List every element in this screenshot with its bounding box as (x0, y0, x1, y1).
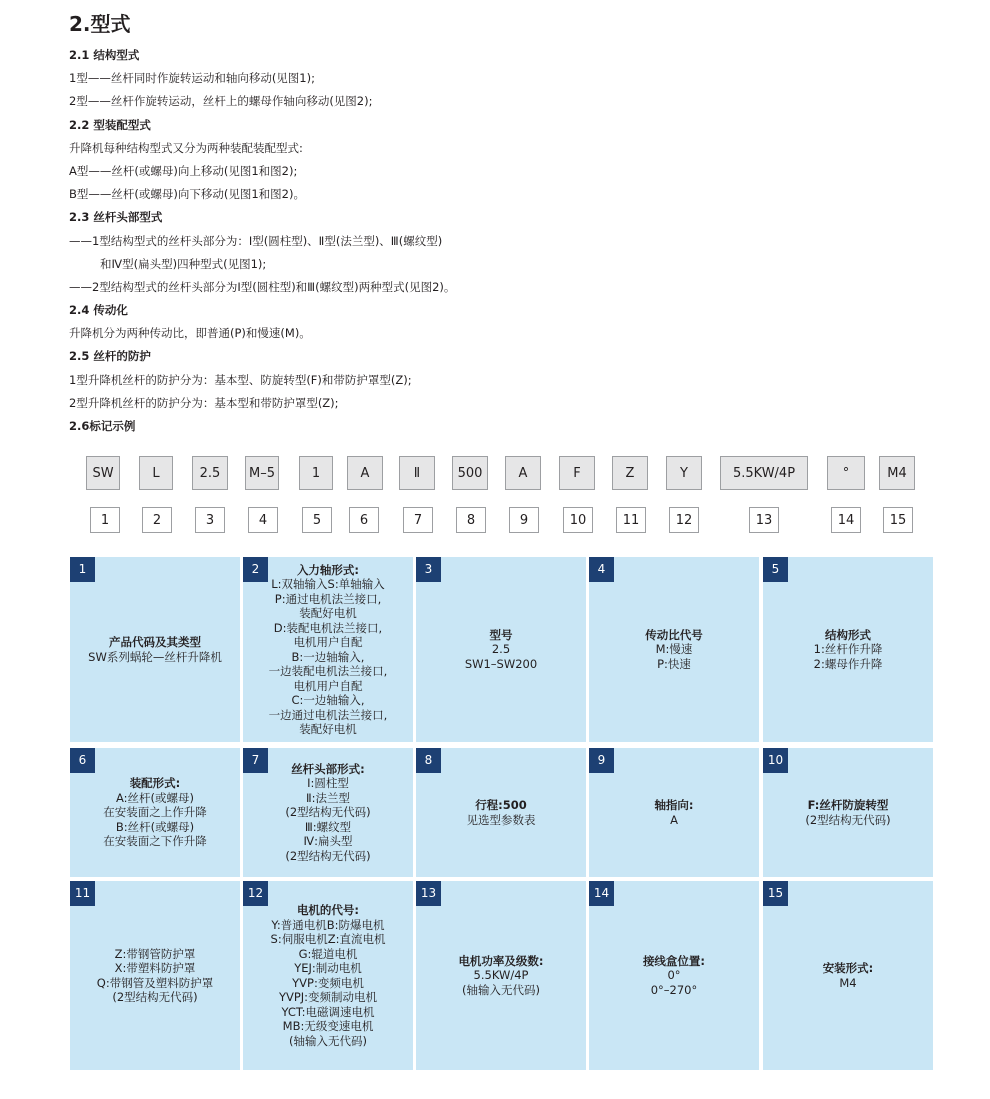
legend-cell (243, 748, 413, 877)
legend-cell (70, 748, 240, 877)
legend-cell-line: YVPJ:变频制动电机 (278, 990, 378, 1004)
legend-cell (416, 881, 586, 1070)
legend-cell (589, 748, 759, 877)
code-box: 500 (452, 456, 488, 490)
code-box: Y (666, 456, 702, 490)
legend-cell-body (763, 881, 933, 1070)
section-line: 1型——丝杆同时作旋转运动和轴向移动(见图1); (69, 71, 315, 86)
legend-cell-line: 5.5KW/4P (473, 968, 529, 983)
legend-cell (70, 557, 240, 742)
legend-cell-line: P:通过电机法兰接口, (274, 591, 382, 606)
section-line: 1型升降机丝杆的防护分为：基本型、防旋转型(F)和带防护罩型(Z); (69, 372, 412, 387)
legend-cell-line: M4 (839, 975, 857, 990)
legend-cell-number: 7 (243, 748, 268, 773)
legend-cell-line: 一边装配电机法兰接口, (268, 664, 388, 678)
legend-cell (243, 557, 413, 742)
legend-cell-number: 4 (589, 557, 614, 582)
legend-cell-line: 2.5 (491, 642, 511, 657)
legend-cell-number: 11 (70, 881, 95, 906)
number-box: 5 (302, 507, 332, 533)
legend-cell (763, 881, 933, 1070)
legend-cell (243, 881, 413, 1070)
legend-cell-number: 2 (243, 557, 268, 582)
legend-cell-number: 13 (416, 881, 441, 906)
legend-cell-body (589, 881, 759, 1070)
section-heading: 2.4 传动化 (69, 303, 128, 318)
code-box: M–5 (245, 456, 279, 490)
code-box: Z (612, 456, 648, 490)
legend-cell-number: 3 (416, 557, 441, 582)
code-box: A (505, 456, 541, 490)
legend-cell-line: 0° (667, 968, 681, 983)
legend-cell-body (416, 881, 586, 1070)
legend-cell-line: L:双轴输入S:单轴输入 (271, 577, 385, 591)
section-heading: 2.2 型装配型式 (69, 117, 151, 132)
legend-cell-line: 0°–270° (650, 982, 698, 997)
legend-cell-line: YEJ:制动电机 (294, 961, 362, 975)
legend-cell (763, 748, 933, 877)
legend-cell-line: C:一边轴输入, (291, 693, 365, 707)
legend-cell-line: Q:带钢管及塑料防护罩 (96, 975, 214, 990)
legend-cell-body (70, 881, 240, 1070)
code-box: Ⅱ (399, 456, 435, 490)
legend-cell-number: 8 (416, 748, 441, 773)
legend-cell-body (243, 881, 413, 1070)
section-heading: 2.1 结构型式 (69, 48, 140, 62)
code-box: A (347, 456, 383, 490)
legend-cell-line: (2型结构无代码) (805, 812, 891, 827)
code-box: F (559, 456, 595, 490)
section-line: ——2型结构型式的丝杆头部分为Ⅰ型(圆柱型)和Ⅲ(螺纹型)两种型式(见图2)。 (69, 279, 456, 294)
legend-cell-line: (2型结构无代码) (285, 848, 371, 863)
legend-cell-number: 1 (70, 557, 95, 582)
legend-cell-line: M:慢速 (655, 642, 693, 657)
legend-cell-number: 14 (589, 881, 614, 906)
section-line: B型——丝杆(或螺母)向下移动(见图1和图2)。 (69, 187, 305, 202)
section-line: A型——丝杆(或螺母)向上移动(见图1和图2); (69, 163, 298, 178)
legend-cell-line: SW1–SW200 (464, 656, 538, 671)
legend-cell-line: G:辊道电机 (298, 946, 358, 961)
section-line: 升降机分为两种传动比，即普通(P)和慢速(M)。 (69, 326, 311, 341)
legend-cell-body (763, 557, 933, 742)
number-box: 1 (90, 507, 120, 533)
legend-cell (589, 557, 759, 742)
number-box: 4 (248, 507, 278, 533)
number-box: 9 (509, 507, 539, 533)
legend-cell-number: 9 (589, 748, 614, 773)
legend-cell-line: YVP:变频电机 (292, 975, 364, 990)
legend-cell-body (70, 557, 240, 742)
legend-cell-line: A (670, 812, 678, 827)
legend-cell-number: 15 (763, 881, 788, 906)
legend-cell-line: 在安装面之下作升降 (103, 834, 207, 849)
legend-cell-line: Ⅱ:法兰型 (305, 790, 351, 805)
code-box: SW (86, 456, 120, 490)
legend-cell-line: S:伺服电机Z:直流电机 (270, 932, 386, 946)
legend-cell-line: 2:螺母作升降 (813, 656, 883, 671)
number-box: 8 (456, 507, 486, 533)
legend-cell-title: 装配形式: (129, 776, 181, 791)
section-heading: 2.5 丝杆的防护 (69, 349, 151, 364)
legend-cell-line: 一边通过电机法兰接口, (268, 707, 388, 722)
legend-cell-title: 型号 (489, 627, 513, 642)
legend-cell-body (589, 557, 759, 742)
code-box: 1 (299, 456, 333, 490)
legend-cell-body (416, 557, 586, 742)
legend-cell-body (243, 748, 413, 877)
number-box: 13 (749, 507, 779, 533)
legend-cell-title: 安装形式: (822, 961, 874, 975)
legend-cell-body (243, 557, 413, 742)
legend-cell-line: A:丝杆(或螺母) (115, 790, 194, 805)
legend-cell-line: (2型结构无代码) (112, 990, 198, 1004)
legend-cell-title: 入力轴形式: (296, 562, 360, 577)
legend-cell-line: 装配好电机 (299, 606, 357, 620)
legend-cell (589, 881, 759, 1070)
legend-cell-line: D:装配电机法兰接口, (273, 620, 383, 635)
legend-cell-title: 传动比代号 (645, 627, 703, 642)
legend-cell-title: 行程:500 (475, 798, 527, 812)
legend-cell-title: F:丝杆防旋转型 (807, 798, 889, 812)
legend-cell-line: 装配好电机 (299, 722, 357, 736)
legend-cell (416, 557, 586, 742)
legend-cell-line: 电机用户自配 (293, 678, 363, 693)
section-line: 2型升降机丝杆的防护分为：基本型和带防护罩型(Z); (69, 395, 339, 410)
legend-cell-line: Ⅰ:圆柱型 (307, 776, 349, 791)
legend-cell-line: B:丝杆(或螺母) (115, 819, 195, 834)
legend-cell-title: 丝杆头部形式: (291, 761, 365, 776)
section-text (69, 44, 949, 438)
legend-cell-line: Z:带钢管防护罩 (114, 946, 196, 961)
legend-cell-title: 轴指向: (654, 798, 694, 812)
number-box: 6 (349, 507, 379, 533)
number-box: 15 (883, 507, 913, 533)
legend-cell-line: 见选型参数表 (466, 812, 536, 827)
section-line: 升降机每种结构型式又分为两种装配装配型式: (69, 140, 303, 155)
legend-cell-body (763, 748, 933, 877)
legend-cell-line: 在安装面之上作升降 (103, 805, 207, 820)
section-heading: 2.3 丝杆头部型式 (69, 210, 163, 225)
legend-cell-line: MB:无级变速电机 (282, 1019, 374, 1033)
number-box: 11 (616, 507, 646, 533)
legend-cell-body (589, 748, 759, 877)
number-box: 10 (563, 507, 593, 533)
number-box: 7 (403, 507, 433, 533)
code-box: L (139, 456, 173, 490)
legend-cell-line: Ⅲ:螺纹型 (304, 819, 352, 834)
code-box: 5.5KW/4P (720, 456, 808, 490)
number-box: 14 (831, 507, 861, 533)
legend-cell-title: 结构形式 (825, 627, 871, 642)
legend-cell-title: 电机功率及级数: (458, 953, 544, 968)
code-box: M4 (879, 456, 915, 490)
code-box: ° (827, 456, 865, 490)
legend-cell-line: (轴输入无代码) (289, 1033, 367, 1048)
legend-cell-line: 1:丝杆作升降 (813, 642, 883, 657)
legend-cell-line: P:快速 (657, 656, 691, 671)
number-box: 2 (142, 507, 172, 533)
legend-cell-line: SW系列蜗轮—丝杆升降机 (88, 649, 222, 664)
number-box: 3 (195, 507, 225, 533)
legend-cell-line: Y:普通电机B:防爆电机 (271, 917, 385, 932)
legend-cell-title: 产品代码及其类型 (109, 635, 201, 649)
legend-cell-number: 12 (243, 881, 268, 906)
legend-cell-title: 接线盒位置: (642, 953, 706, 968)
number-box: 12 (669, 507, 699, 533)
legend-cell-line: YCT:电磁调速电机 (281, 1004, 375, 1019)
legend-cell-number: 6 (70, 748, 95, 773)
page-title: 2.型式 (69, 12, 131, 36)
legend-cell-number: 10 (763, 748, 788, 773)
legend-cell-line: (轴输入无代码) (462, 982, 540, 997)
legend-cell (416, 748, 586, 877)
section-heading: 2.6标记示例 (69, 419, 136, 433)
section-line: 2型——丝杆作旋转运动，丝杆上的螺母作轴向移动(见图2); (69, 94, 373, 109)
section-line: 和Ⅳ型(扁头型)四种型式(见图1); (100, 256, 267, 271)
legend-cell (70, 881, 240, 1070)
section-line: ——1型结构型式的丝杆头部分为：Ⅰ型(圆柱型)、Ⅱ型(法兰型)、Ⅲ(螺纹型) (69, 233, 443, 248)
legend-cell-body (416, 748, 586, 877)
legend-cell-line: B:一边轴输入, (291, 649, 365, 664)
legend-cell-line: Ⅳ:扁头型 (303, 834, 353, 849)
legend-cell-line: 电机用户自配 (293, 635, 363, 649)
legend-cell-title: 电机的代号: (296, 903, 360, 917)
legend-cell (763, 557, 933, 742)
legend-cell-number: 5 (763, 557, 788, 582)
code-box: 2.5 (192, 456, 228, 490)
legend-cell-body (70, 748, 240, 877)
legend-cell-line: (2型结构无代码) (285, 805, 371, 820)
legend-cell-line: X:带塑料防护罩 (114, 961, 196, 975)
